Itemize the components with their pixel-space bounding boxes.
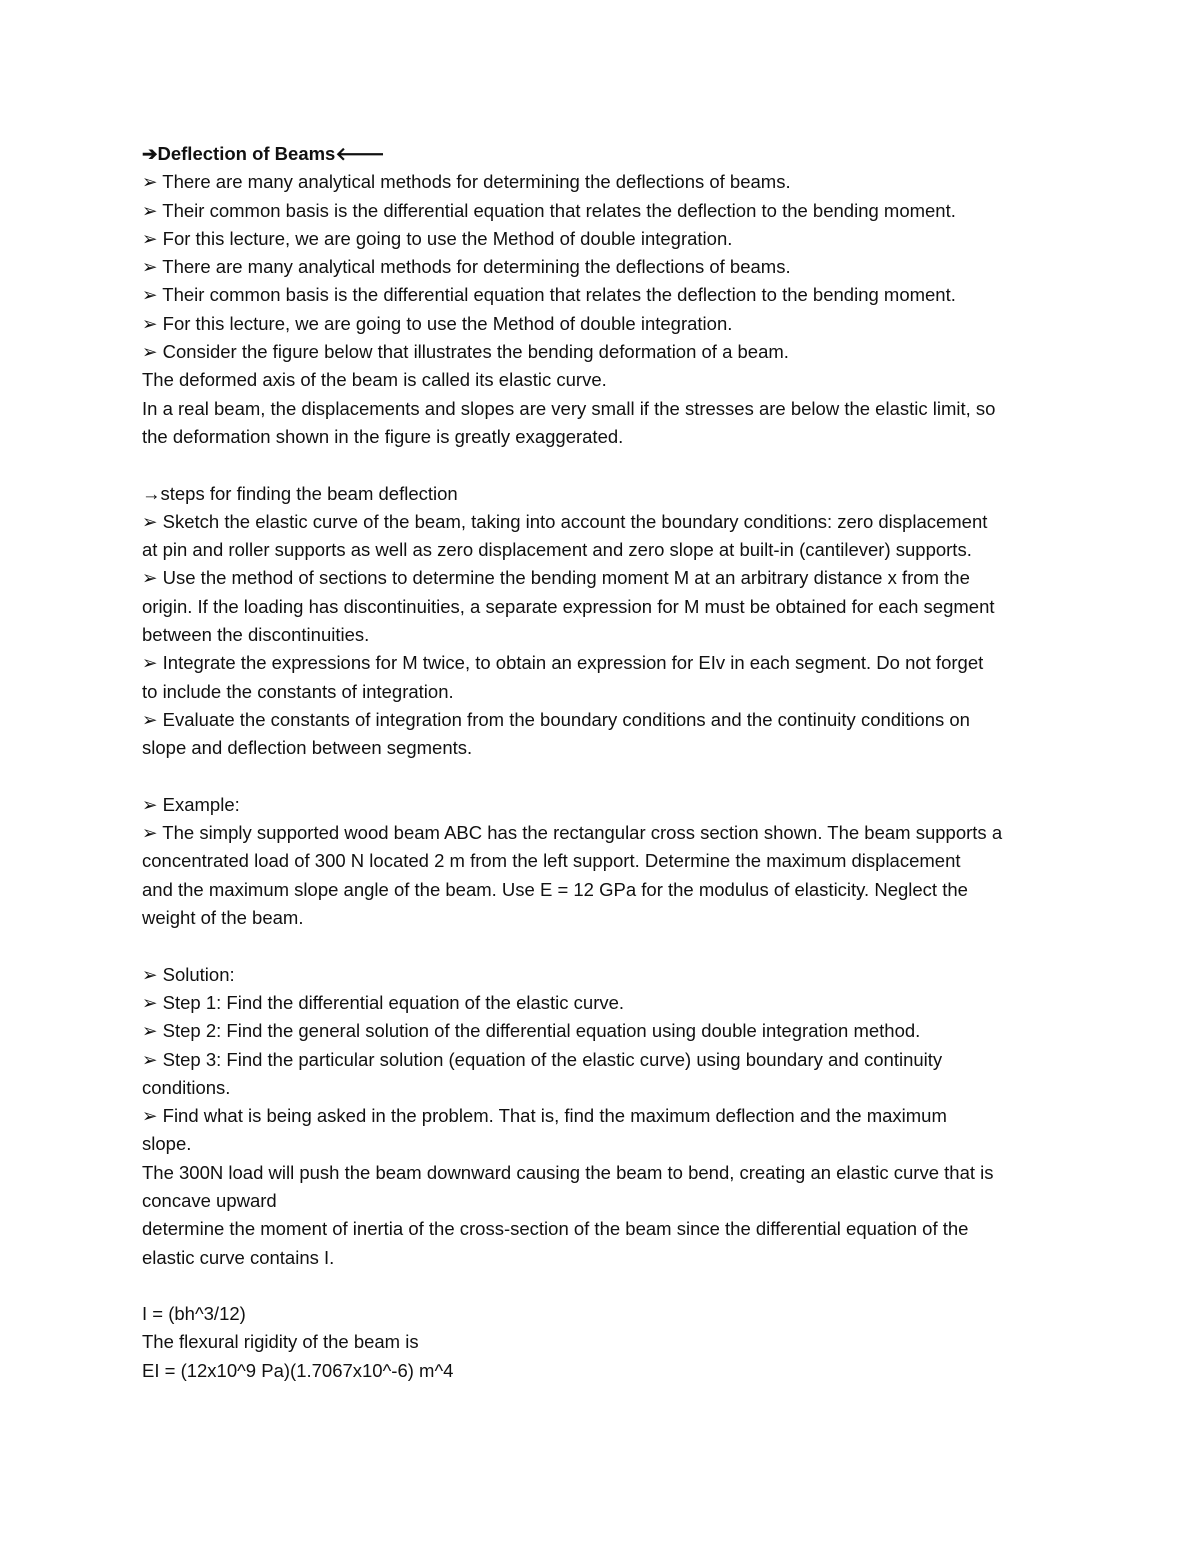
intro-line: ➢ Consider the figure below that illustrates the bending deformation of a beam. <box>142 341 789 363</box>
steps-line: ➢ Sketch the elastic curve of the beam, taking into account the boundary conditions: zero displacement <box>142 510 988 532</box>
intro-line: The deformed axis of the beam is called its elastic curve. <box>142 369 607 391</box>
solution-line: elastic curve contains I. <box>142 1246 335 1268</box>
formula-line: EI = (12x10^9 Pa)(1.7067x10^-6) m^4 <box>142 1359 454 1381</box>
steps-line: slope and deflection between segments. <box>142 737 473 759</box>
steps-line: between the discontinuities. <box>142 624 370 646</box>
solution-line: ➢ Step 3: Find the particular solution (equation of the elastic curve) using boundary and continuity <box>142 1048 943 1070</box>
solution-line: ➢ Find what is being asked in the problem. That is, find the maximum deflection and the maximum <box>142 1105 947 1127</box>
document-title: ➔Deflection of Beams🡐 <box>142 143 385 164</box>
formula-line: I = (bh^3/12) <box>142 1303 246 1325</box>
example-line: concentrated load of 300 N located 2 m from the left support. Determine the maximum displacement <box>142 850 961 872</box>
solution-section <box>142 961 1062 1272</box>
document-page <box>142 140 1062 1385</box>
intro-line: In a real beam, the displacements and slopes are very small if the stresses are below the elastic limit, so <box>142 397 996 419</box>
intro-line: ➢ For this lecture, we are going to use the Method of double integration. <box>142 227 733 249</box>
steps-line: ➢ Integrate the expressions for M twice, to obtain an expression for EIv in each segment. Do not forget <box>142 652 984 674</box>
intro-section <box>142 168 1062 451</box>
steps-line: ➢ Use the method of sections to determine the bending moment M at an arbitrary distance x from the <box>142 567 970 589</box>
paragraph-gap <box>142 451 1062 479</box>
formula-line: The flexural rigidity of the beam is <box>142 1331 419 1353</box>
steps-line: to include the constants of integration. <box>142 680 454 702</box>
formulas-section <box>142 1300 1062 1385</box>
paragraph-gap <box>142 763 1062 791</box>
solution-line: ➢ Step 2: Find the general solution of the differential equation using double integration method. <box>142 1020 921 1042</box>
solution-line: The 300N load will push the beam downward causing the beam to bend, creating an elastic curve that is <box>142 1161 994 1183</box>
steps-line: at pin and roller supports as well as zero displacement and zero slope at built-in (cantilever) supports. <box>142 539 972 561</box>
example-line: weight of the beam. <box>142 907 304 929</box>
example-line: ➢ The simply supported wood beam ABC has the rectangular cross section shown. The beam supports a <box>142 822 1003 844</box>
steps-line: origin. If the loading has discontinuities, a separate expression for M must be obtained for each segment <box>142 595 995 617</box>
paragraph-gap <box>142 932 1062 960</box>
solution-line: ➢ Solution: <box>142 963 235 985</box>
intro-line: the deformation shown in the figure is greatly exaggerated. <box>142 425 624 447</box>
steps-heading: →steps for finding the beam deflection <box>142 482 458 504</box>
solution-line: ➢ Step 1: Find the differential equation of the elastic curve. <box>142 991 625 1013</box>
intro-line: ➢ Their common basis is the differential equation that relates the deflection to the bending moment. <box>142 284 956 306</box>
steps-section <box>142 480 1062 763</box>
steps-line: ➢ Evaluate the constants of integration from the boundary conditions and the continuity conditions on <box>142 708 970 730</box>
solution-line: concave upward <box>142 1189 277 1211</box>
intro-line: ➢ There are many analytical methods for determining the deflections of beams. <box>142 171 791 193</box>
solution-line: determine the moment of inertia of the cross-section of the beam since the differential equation of the <box>142 1218 969 1240</box>
paragraph-gap <box>142 1272 1062 1300</box>
intro-line: ➢ There are many analytical methods for determining the deflections of beams. <box>142 256 791 278</box>
solution-line: conditions. <box>142 1076 231 1098</box>
intro-line: ➢ Their common basis is the differential equation that relates the deflection to the bending moment. <box>142 199 956 221</box>
example-line: ➢ Example: <box>142 793 240 815</box>
intro-line: ➢ For this lecture, we are going to use the Method of double integration. <box>142 312 733 334</box>
example-section <box>142 791 1062 932</box>
example-line: and the maximum slope angle of the beam. Use E = 12 GPa for the modulus of elasticity. Neglect the <box>142 878 968 900</box>
solution-line: slope. <box>142 1133 192 1155</box>
